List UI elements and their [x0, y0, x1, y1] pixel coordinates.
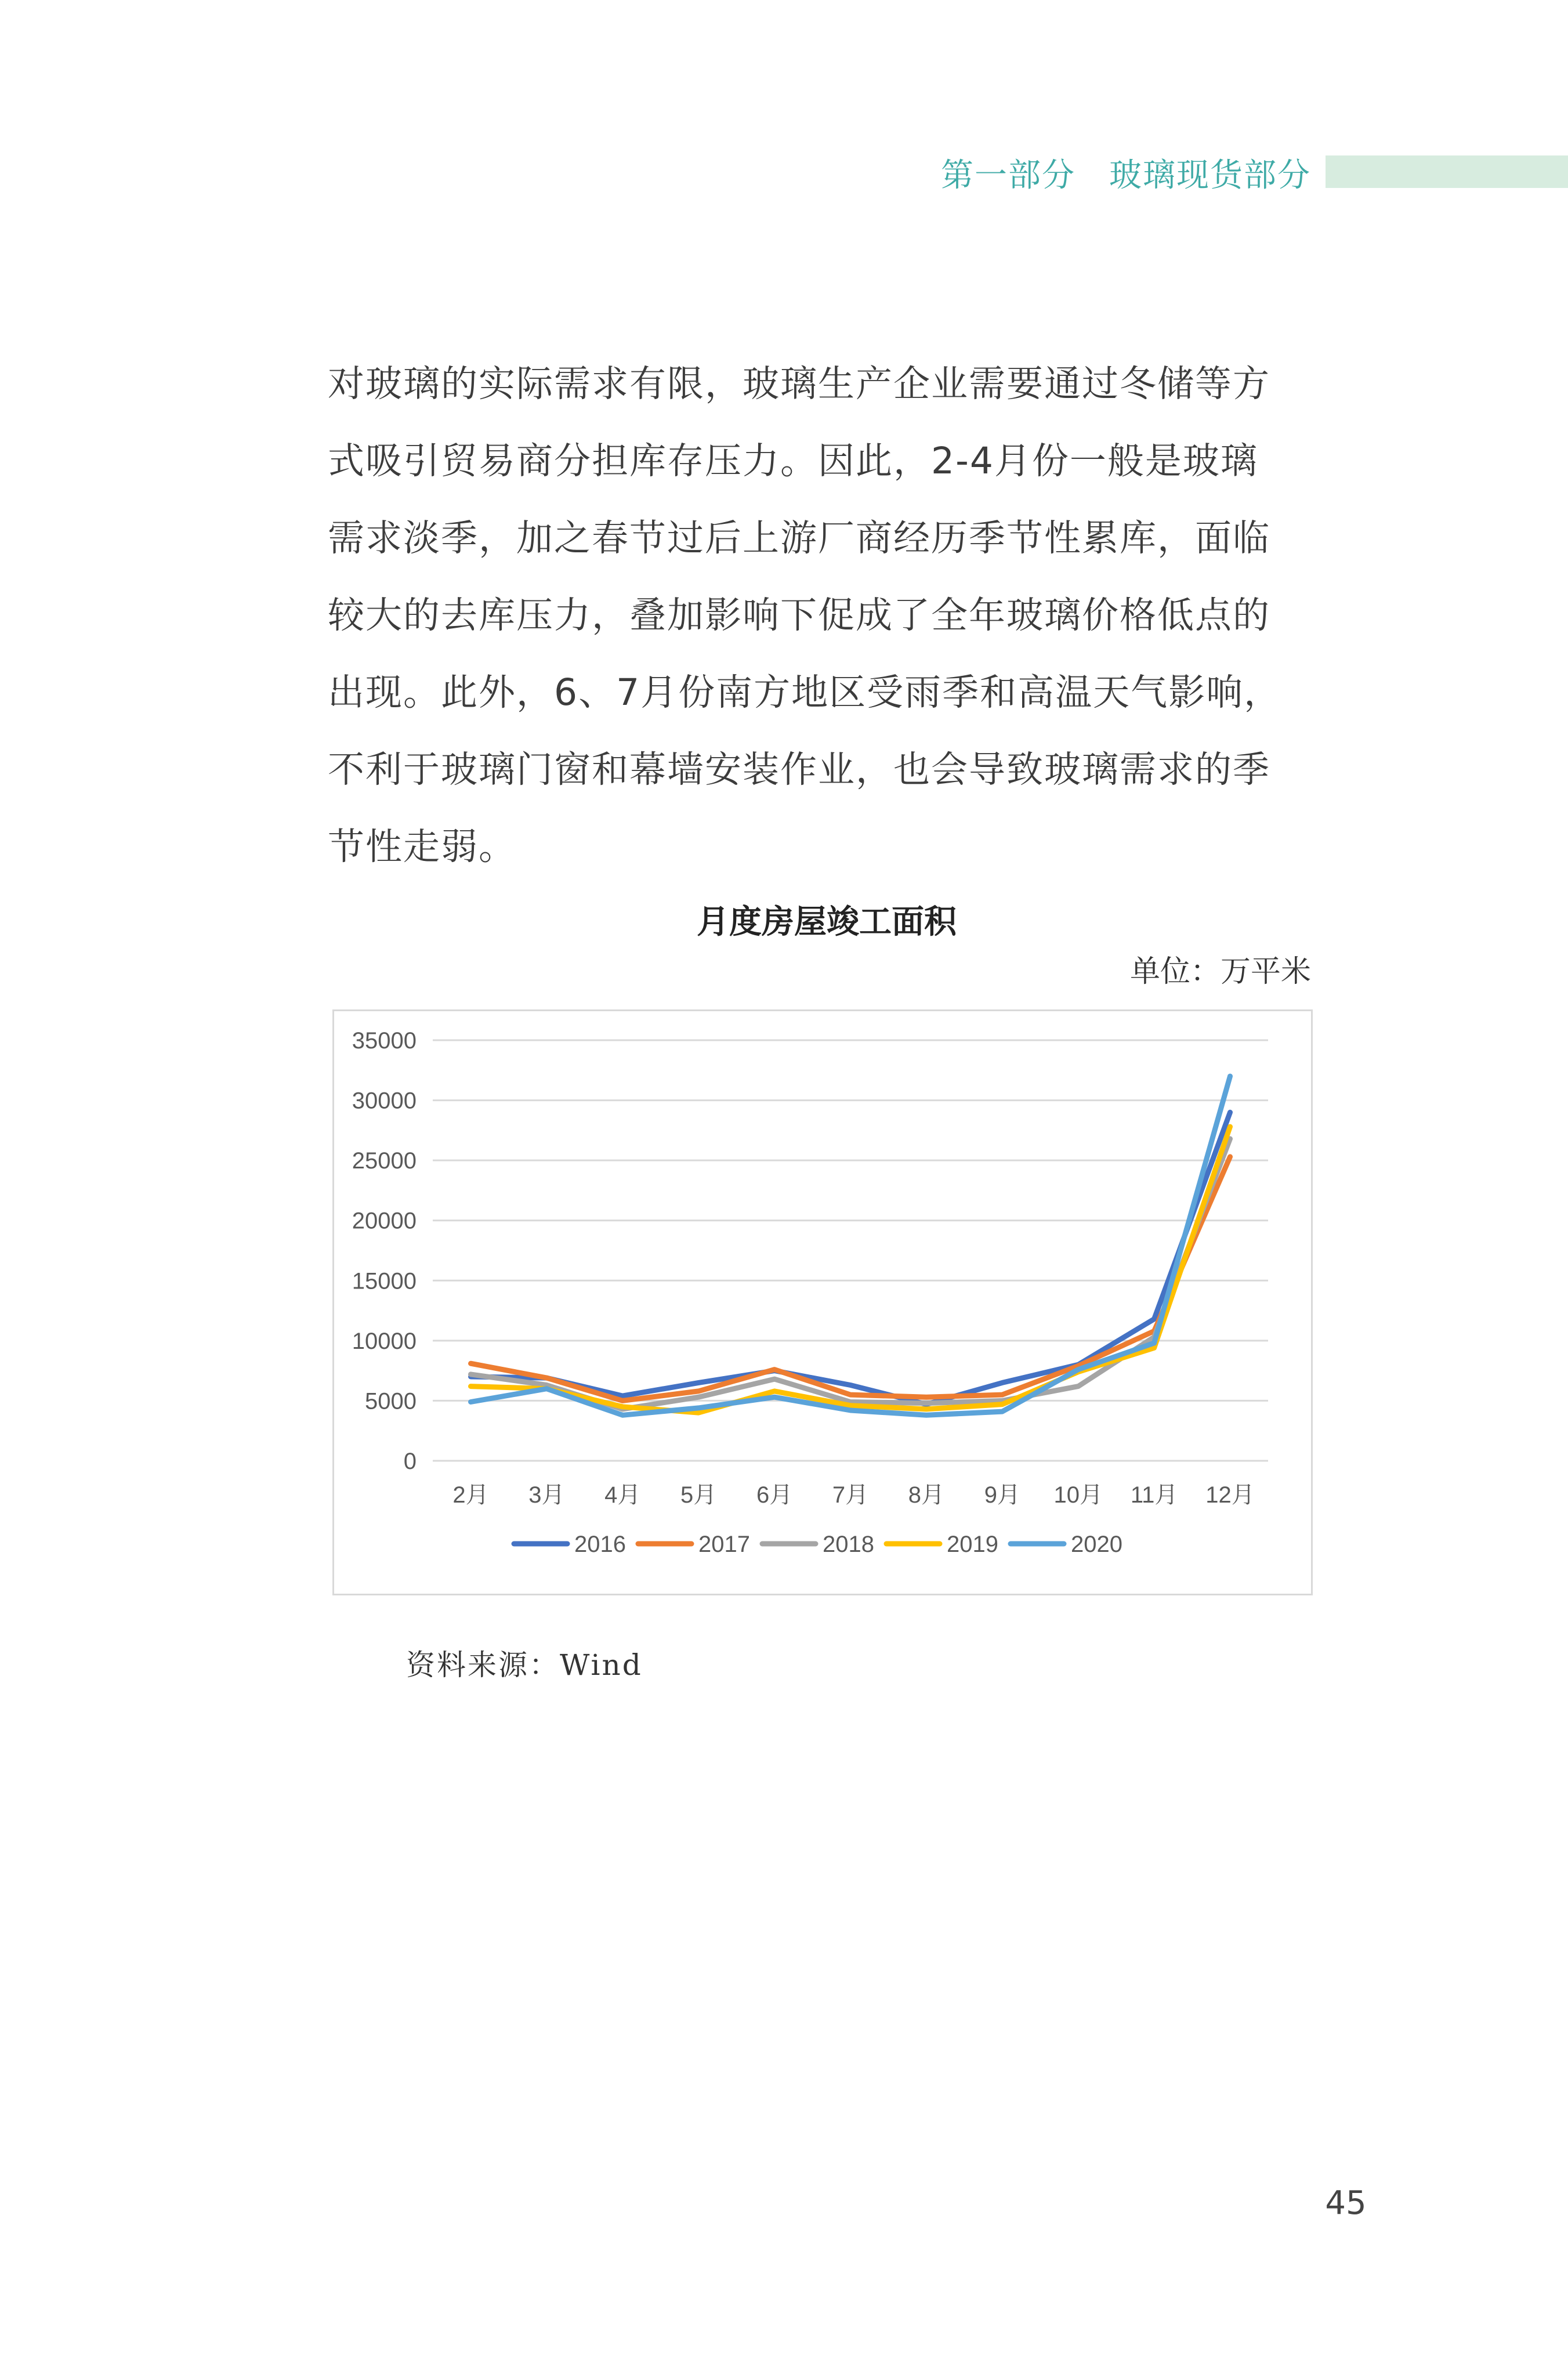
body-line: 较大的去库压力，叠加影响下促成了全年玻璃价格低点的 [328, 594, 1270, 636]
x-tick-label: 6月 [756, 1482, 793, 1508]
body-line: 不利于玻璃门窗和幕墙安装作业，也会导致玻璃需求的季 [328, 748, 1270, 791]
y-tick-label: 35000 [352, 1028, 417, 1054]
y-tick-label: 25000 [352, 1148, 417, 1174]
legend-label: 2016 [574, 1532, 626, 1557]
series-line-2019 [471, 1127, 1230, 1413]
body-line: 需求淡季，加之春节过后上游厂商经历季节性累库，面临 [328, 517, 1270, 559]
legend-label: 2020 [1071, 1532, 1122, 1557]
legend-label: 2017 [698, 1532, 750, 1557]
chart-title: 月度房屋竣工面积 [697, 903, 957, 941]
x-tick-label: 7月 [832, 1482, 869, 1508]
series-line-2018 [471, 1139, 1230, 1409]
chart-legend [514, 1532, 1122, 1557]
x-tick-label: 5月 [680, 1482, 717, 1508]
x-tick-label: 2月 [452, 1482, 489, 1508]
y-tick-label: 5000 [365, 1388, 417, 1414]
x-tick-label: 9月 [984, 1482, 1020, 1508]
chart-series [471, 1076, 1230, 1415]
source-note: 资料来源：Wind [406, 1648, 643, 1682]
y-tick-label: 15000 [352, 1268, 417, 1294]
chart-grid [433, 1040, 1268, 1461]
y-tick-label: 10000 [352, 1328, 417, 1354]
legend-label: 2019 [947, 1532, 998, 1557]
body-line: 式吸引贸易商分担库存压力。因此，2-4月份一般是玻璃 [328, 440, 1258, 482]
chart-frame [332, 1009, 1313, 1595]
chart-unit-label: 单位：万平米 [1129, 954, 1311, 989]
body-line: 出现。此外，6、7月份南方地区受雨季和高温天气影响， [328, 671, 1282, 714]
x-tick-label: 10月 [1053, 1482, 1103, 1508]
section-header-bar [1326, 155, 1568, 188]
x-tick-label: 12月 [1205, 1482, 1255, 1508]
body-paragraph [328, 345, 1326, 885]
body-line: 节性走弱。 [328, 826, 516, 868]
page-number: 45 [1325, 2184, 1367, 2222]
y-tick-label: 30000 [352, 1088, 417, 1114]
y-tick-label: 20000 [352, 1208, 417, 1234]
y-tick-label: 0 [403, 1449, 417, 1474]
x-tick-label: 3月 [528, 1482, 565, 1508]
x-tick-label: 8月 [908, 1482, 945, 1508]
x-tick-label: 4月 [604, 1482, 641, 1508]
legend-label: 2018 [823, 1532, 874, 1557]
section-header-title: 第一部分 玻璃现货部分 [941, 157, 1311, 194]
line-chart [334, 1011, 1311, 1594]
x-tick-label: 11月 [1130, 1482, 1178, 1508]
body-line: 对玻璃的实际需求有限，玻璃生产企业需要通过冬储等方 [328, 363, 1270, 405]
